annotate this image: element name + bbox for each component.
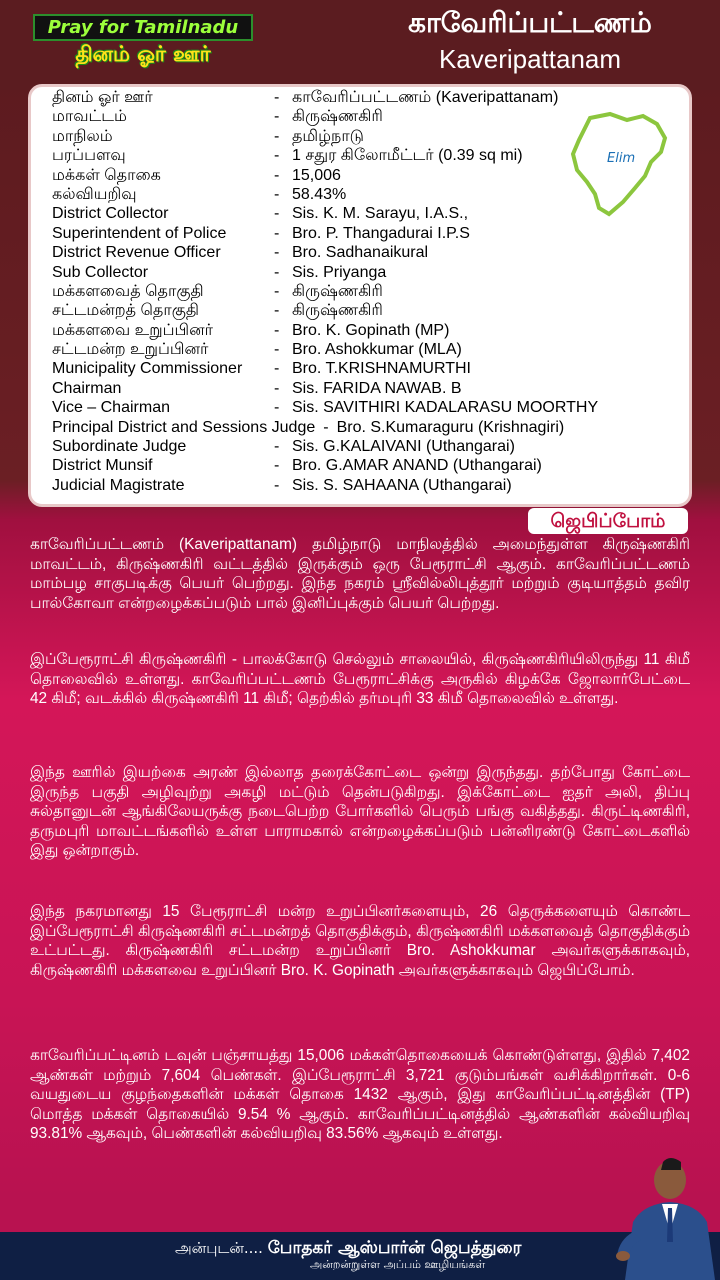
info-label: மாவட்டம் bbox=[52, 108, 127, 126]
info-label: சட்டமன்றத் தொகுதி bbox=[52, 302, 199, 320]
info-label: மாநிலம் bbox=[52, 127, 113, 145]
pastor-photo bbox=[615, 1152, 720, 1280]
info-value: 15,006 bbox=[292, 166, 341, 184]
info-row bbox=[52, 88, 672, 107]
info-dash: - bbox=[274, 399, 280, 417]
info-row bbox=[52, 340, 672, 359]
info-dash: - bbox=[274, 89, 280, 106]
info-value: 1 சதுர கிலோமீட்டர் (0.39 sq mi) bbox=[292, 147, 523, 165]
info-row bbox=[52, 243, 672, 262]
paragraph-1: காவேரிப்பட்டணம் (Kaveripattanam) தமிழ்நாடு மாநிலத்தில் அமைந்துள்ள கிருஷ்ணகிரி மாவட்டம், கிருஷ்ணகிரி வட்டத்தில் இருக்கும் ஒரு பேரூராட்சி ஆகும். காவேரிப்பட்டணம் மாம்பழ சாகுபடிக்கு பெயர் பெற்றது. இந்த நகரம் ஸ்ரீவில்லிபுத்தூர் மற்றும் குடியாத்தம் தவிர பால்கோவா என்றழைக்கப்படும் பால் இனிப்புக்கும் பெயர் பெற்றது. bbox=[30, 536, 690, 612]
info-row bbox=[52, 282, 672, 301]
info-row bbox=[52, 379, 672, 398]
info-label: Judicial Magistrate bbox=[52, 476, 185, 494]
footer-pastor-name: போதகர் ஆஸ்பார்ன் ஜெபத்துரை bbox=[267, 1238, 522, 1258]
info-value: கிருஷ்ணகிரி bbox=[292, 108, 383, 126]
info-label: மக்களவை உறுப்பினர் bbox=[52, 321, 213, 339]
info-row bbox=[52, 263, 672, 282]
paragraph-3: இந்த ஊரில் இயற்கை அரண் இல்லாத தரைக்கோட்டை ஒன்று இருந்தது. தற்போது கோட்டை இருந்த பகுதி அழிவுற்று அகழி மட்டும் தென்படுகிறது. இக்கோட்டை ஐதர் அலி, திப்பு சுல்தானுடன் ஆங்கிலேயருக்கு நடைபெற்ற போர்களில் பெரும் பங்கு வகித்தது. கிருட்டிணகிரி, தருமபுரி மாவட்டங்களில் உள்ள பாராமகால் என்றழைக்கப்படும் பன்னிரண்டு கோட்டைகளில் இது ஒன்றாகும். bbox=[30, 764, 690, 860]
info-dash: - bbox=[274, 127, 280, 145]
info-dash: - bbox=[274, 438, 280, 456]
info-value: கிருஷ்ணகிரி bbox=[292, 302, 383, 320]
info-row bbox=[52, 398, 672, 417]
info-label: தினம் ஓர் ஊர் bbox=[52, 89, 153, 106]
info-row bbox=[52, 359, 672, 378]
info-row bbox=[52, 224, 672, 243]
info-value: Bro. P. Thangadurai I.P.S bbox=[292, 224, 470, 242]
info-value: Bro. Ashokkumar (MLA) bbox=[292, 341, 462, 359]
info-value: Sis. FARIDA NAWAB. B bbox=[292, 379, 462, 397]
info-value: Sis. Priyanga bbox=[292, 263, 387, 281]
info-dash: - bbox=[274, 282, 280, 300]
info-label: மக்கள் தொகை bbox=[52, 166, 161, 184]
info-value: Sis. G.KALAIVANI (Uthangarai) bbox=[292, 438, 515, 456]
pray-for-tamilnadu-label: Pray for Tamilnadu bbox=[33, 14, 253, 41]
info-dash: - bbox=[274, 379, 280, 397]
info-value: Bro. T.KRISHNAMURTHI bbox=[292, 360, 471, 378]
info-row bbox=[52, 456, 672, 475]
info-dash: - bbox=[274, 147, 280, 165]
info-value: Bro. K. Gopinath (MP) bbox=[292, 321, 450, 339]
info-dash: - bbox=[274, 360, 280, 378]
info-label: மக்களவைத் தொகுதி bbox=[52, 282, 204, 300]
info-label: கல்வியறிவு bbox=[52, 185, 137, 203]
info-dash: - bbox=[274, 108, 280, 126]
info-label: District Collector bbox=[52, 205, 169, 223]
footer-signature bbox=[175, 1238, 521, 1260]
info-dash: - bbox=[274, 205, 280, 223]
info-value: கிருஷ்ணகிரி bbox=[292, 282, 383, 300]
info-dash: - bbox=[274, 341, 280, 359]
town-title-english: Kaveripattanam bbox=[438, 44, 622, 74]
info-label: பரப்பளவு bbox=[52, 147, 126, 165]
info-dash: - bbox=[274, 166, 280, 184]
info-value: காவேரிப்பட்டணம் (Kaveripattanam) bbox=[292, 89, 559, 106]
info-dash: - bbox=[274, 224, 280, 242]
info-label: Vice – Chairman bbox=[52, 399, 170, 417]
info-label: Superintendent of Police bbox=[52, 224, 227, 242]
info-dash: - bbox=[274, 244, 280, 262]
paragraph-5: காவேரிப்பட்டினம் டவுன் பஞ்சாயத்து 15,006 மக்கள்தொகையைக் கொண்டுள்ளது, இதில் 7,402 ஆண்கள் மற்றும் 7,604 பெண்கள். இப்பேரூராட்சி 3,721 குடும்பங்கள் வசிக்கிறார்கள். 0-6 வயதுடைய குழந்தைகளின் மக்கள் தொகை 1432 ஆகும், இது காவேரிப்பட்டினத்தின் (TP) மொத்த மக்கள் தொகையில் 9.54 % ஆகும். காவேரிப்பட்டினத்தில் ஆண்களின் கல்வியறிவு 93.81% ஆகவும், பெண்களின் கல்வியறிவு 83.56% ஆகவும் உள்ளது. bbox=[30, 1047, 690, 1143]
info-dash: - bbox=[274, 263, 280, 281]
paragraph-2: இப்பேரூராட்சி கிருஷ்ணகிரி - பாலக்கோடு செல்லும் சாலையில், கிருஷ்ணகிரியிலிருந்து 11 கிமீ தொலைவில் உள்ளது. காவேரிப்பட்டணம் பேரூராட்சிக்கு அருகில் கிழக்கே ஜோலார்பேட்டை 42 கிமீ; வடக்கில் கிருஷ்ணகிரி 11 கிமீ; தெற்கில் தர்மபுரி 33 கிமீ தொலைவில் உள்ளது. bbox=[30, 651, 690, 708]
info-label: Principal District and Sessions Judge bbox=[52, 418, 316, 436]
pray-badge: ஜெபிப்போம் bbox=[528, 508, 688, 534]
paragraph-4: இந்த நகரமானது 15 பேரூராட்சி மன்ற உறுப்பினர்களையும், 26 தெருக்களையும் கொண்ட இப்பேரூராட்சி கிருஷ்ணகிரி சட்டமன்றத் தொகுதிக்கும், கிருஷ்ணகிரி மக்களவைத் தொகுதிக்கும் உட்பட்டது. கிருஷ்ணகிரி சட்டமன்ற உறுப்பினர் Bro. Ashokkumar அவர்களுக்காகவும், கிருஷ்ணகிரி மக்களவை உறுப்பினர் Bro. K. Gopinath அவர்களுக்காகவும் ஜெபிப்போம். bbox=[30, 903, 690, 979]
info-value: Sis. S. SAHAANA (Uthangarai) bbox=[292, 476, 512, 494]
tamilnadu-map-icon bbox=[565, 110, 680, 220]
info-label: Chairman bbox=[52, 379, 122, 397]
info-row bbox=[52, 301, 672, 320]
dinam-oor-oor-label: தினம் ஓர் ஊர் bbox=[75, 42, 211, 66]
info-row bbox=[52, 321, 672, 340]
info-row bbox=[52, 476, 672, 495]
info-label: Subordinate Judge bbox=[52, 438, 187, 456]
info-value: தமிழ்நாடு bbox=[292, 127, 364, 145]
elim-logo: Elim bbox=[607, 151, 636, 166]
info-value: Bro. G.AMAR ANAND (Uthangarai) bbox=[292, 457, 542, 475]
info-dash: - bbox=[274, 321, 280, 339]
info-dash: - bbox=[274, 302, 280, 320]
info-value: Bro. Sadhanaikural bbox=[292, 244, 429, 262]
footer-ministry-name: அன்றன்றுள்ள அப்பம் ஊழியங்கள் bbox=[310, 1258, 486, 1271]
info-value: Sis. SAVITHIRI KADALARASU MOORTHY bbox=[292, 399, 599, 417]
info-dash: - bbox=[274, 476, 280, 494]
info-label: Sub Collector bbox=[52, 263, 149, 281]
town-title-tamil: காவேரிப்பட்டணம் bbox=[408, 6, 652, 39]
info-dash: - bbox=[274, 185, 280, 203]
info-label: Municipality Commissioner bbox=[52, 360, 243, 378]
info-value: 58.43% bbox=[292, 185, 347, 203]
info-dash: - bbox=[274, 457, 280, 475]
info-label: District Munsif bbox=[52, 457, 153, 475]
info-row bbox=[52, 418, 672, 437]
info-label: சட்டமன்ற உறுப்பினர் bbox=[52, 341, 209, 359]
info-value: Bro. S.Kumaraguru (Krishnagiri) bbox=[336, 418, 565, 436]
info-label: District Revenue Officer bbox=[52, 244, 221, 262]
info-dash: - bbox=[323, 418, 329, 436]
info-value: Sis. K. M. Sarayu, I.A.S., bbox=[292, 205, 469, 223]
info-row bbox=[52, 437, 672, 456]
footer-with-love: அன்புடன்.... bbox=[175, 1239, 263, 1257]
